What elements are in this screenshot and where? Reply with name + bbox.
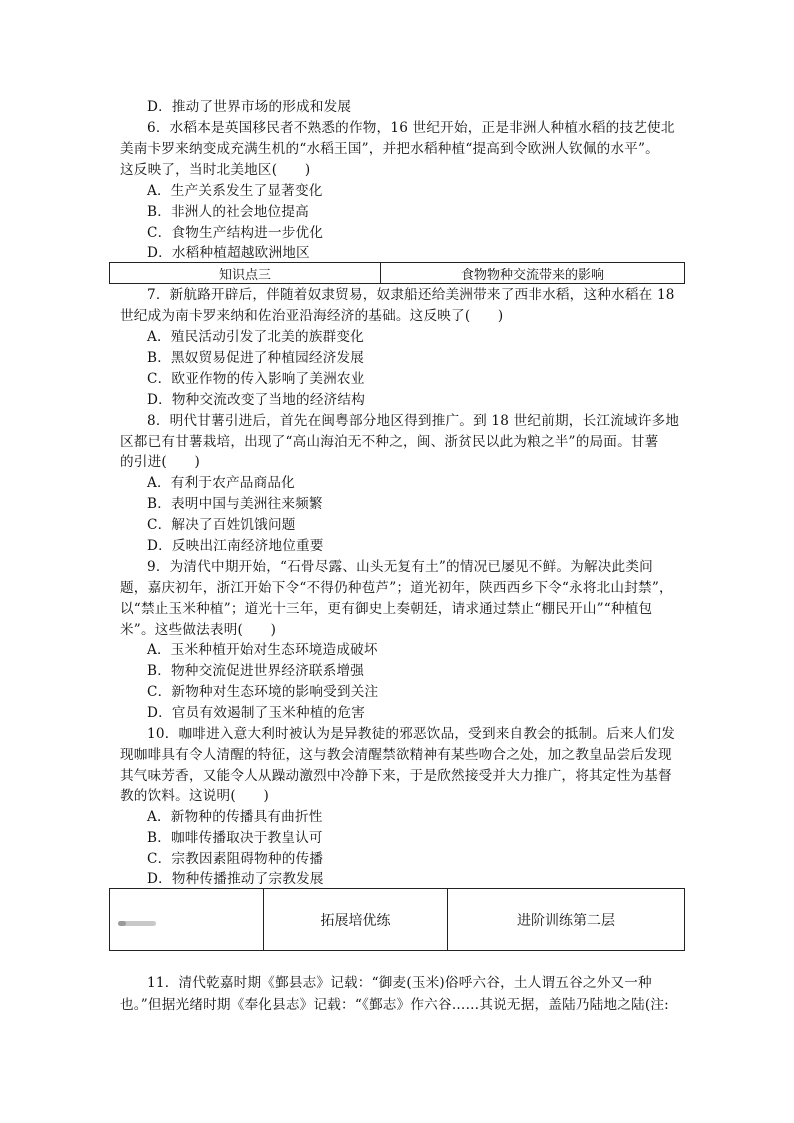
q9-stem-line2: 题，嘉庆初年，浙江开始下令“不得仍种苞芦”；道光初年，陕西西乡下令“永将北山封禁”， — [120, 580, 673, 596]
q8-option-b: B．表明中国与美洲往来频繁 — [147, 496, 323, 512]
q6-stem-line2: 美南卡罗来纳变成充满生机的“水稻王国”，并把水稻种植“提高到令欧洲人钦佩的水平”。 — [120, 141, 659, 157]
q10-stem-line4: 教的饮料。这说明( ) — [120, 788, 269, 804]
q9-option-b: B．物种交流促进世界经济联系增强 — [147, 663, 365, 679]
q6-stem-line1: 6．水稻本是英国移民者不熟悉的作物，16 世纪开始，正是非洲人种植水稻的技艺使北 — [147, 120, 675, 136]
q7-option-b: B．黑奴贸易促进了种植园经济发展 — [147, 350, 365, 366]
q8-option-c: C．解决了百姓饥饿问题 — [147, 517, 296, 533]
progress-logo — [110, 889, 263, 950]
q8-option-a: A．有利于农产品商品化 — [147, 475, 295, 491]
q9-option-c: C．新物种对生态环境的影响受到关注 — [147, 684, 379, 700]
q6-option-c: C．食物生产结构进一步优化 — [147, 225, 324, 241]
q9-stem-line4: 米”。这些做法表明( ) — [120, 622, 277, 638]
q9-option-a: A．玉米种植开始对生态环境造成破坏 — [147, 642, 378, 658]
q10-stem-line3: 其气味芳香，又能令人从躁动激烈中冷静下来，于是欣然接受并大力推广，将其定性为基督 — [120, 768, 672, 784]
q10-option-d: D．物种传播推动了宗教发展 — [147, 871, 324, 887]
q8-stem-line2: 区都已有甘薯栽培，出现了“高山海泊无不种之，闽、浙贫民以此为粮之半”的局面。甘薯 — [120, 434, 659, 450]
q10-stem-line2: 现咖啡具有令人清醒的特征，这与教会清醒禁欲精神有某些吻合之处，加之教皇品尝后发现 — [120, 747, 672, 763]
q10-stem-line1: 10．咖啡进入意大利时被认为是异教徒的邪恶饮品，受到来自教会的抵制。后来人们发 — [147, 726, 676, 742]
q8-stem-line3: 的引进( ) — [120, 454, 200, 470]
q10-option-c: C．宗教因素阻碍物种的传播 — [147, 851, 324, 867]
tab-advanced-level: 进阶训练第二层 — [447, 889, 684, 950]
q9-option-d: D．官员有效遏制了玉米种植的危害 — [147, 705, 366, 721]
q9-stem-line3: 以“禁止玉米种植”；道光十三年，更有御史上奏朝廷，请求通过禁止“棚民开山”“种植包 — [120, 601, 653, 617]
q11-stem-line1: 11．清代乾嘉时期《鄞县志》记载：“御麦(玉米)俗呼六谷，土人谓五谷之外又一种 — [147, 975, 652, 991]
q6-stem-line3: 这反映了，当时北美地区( ) — [120, 162, 311, 178]
q10-option-b: B．咖啡传播取决于教皇认可 — [147, 830, 323, 846]
q6-option-a: A．生产关系发生了显著变化 — [147, 183, 323, 199]
q6-option-d: D．水稻种植超越欧洲地区 — [147, 245, 310, 261]
q8-option-d: D．反映出江南经济地位重要 — [147, 538, 324, 554]
q7-stem-line2: 世纪成为南卡罗来纳和佐治亚沿海经济的基础。这反映了( ) — [120, 308, 504, 324]
section-label: 知识点三 — [218, 267, 271, 283]
q7-option-d: D．物种交流改变了当地的经济结构 — [147, 392, 366, 408]
progress-bar-icon — [118, 921, 156, 926]
q6-option-b: B．非洲人的社会地位提高 — [147, 204, 309, 220]
q5-option-d: D．推动了世界市场的形成和发展 — [147, 99, 352, 115]
q10-option-a: A．新物种的传播具有曲折性 — [147, 809, 323, 825]
q7-option-a: A．殖民活动引发了北美的族群变化 — [147, 329, 364, 345]
q9-stem-line1: 9．为清代中期开始，“石骨尽露、山头无复有土”的情况已屡见不鲜。为解决此类问 — [147, 559, 653, 575]
q7-option-c: C．欧亚作物的传入影响了美洲农业 — [147, 371, 365, 387]
q11-stem-line2: 也。”但据光绪时期《奉化县志》记载：“《鄞志》作六谷……其说无据，盖陆乃陆地之陆(注: — [120, 997, 669, 1013]
tab-extension-practice: 拓展培优练 — [263, 889, 447, 950]
section-header-bar — [109, 262, 685, 284]
q7-stem-line1: 7．新航路开辟后，伴随着奴隶贸易，奴隶船还给美洲带来了西非水稻，这种水稻在 18 — [147, 287, 675, 303]
level-tabs — [109, 888, 685, 951]
q8-stem-line1: 8．明代甘薯引进后，首先在闽粤部分地区得到推广。到 18 世纪前期，长江流域许多地 — [147, 413, 680, 429]
section-title: 食物物种交流带来的影响 — [380, 263, 684, 283]
